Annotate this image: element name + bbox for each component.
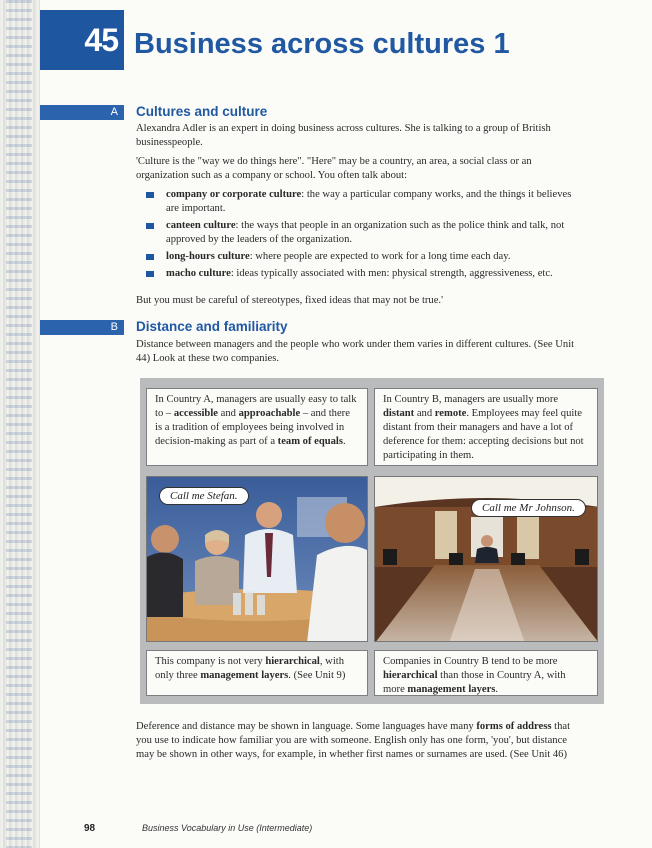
bullet-square-icon bbox=[146, 223, 154, 229]
section-a-quote: 'Culture is the "way we do things here". "Here" may be a country, an area, a social class or an organization such as a company or school. You often talk about: bbox=[136, 156, 532, 181]
section-a-closing: But you must be careful of stereotypes, fixed ideas that may not be true.' bbox=[136, 295, 443, 306]
section-b-bar bbox=[40, 320, 124, 335]
book-spine-edge bbox=[0, 0, 40, 848]
section-a-letter: A bbox=[110, 106, 118, 118]
book-title-footer: Business Vocabulary in Use (Intermediate) bbox=[142, 823, 313, 833]
section-a-bar bbox=[40, 105, 124, 120]
country-a-description: In Country A, managers are usually easy to talk to – accessible and approachable – and there is a tradition of employees being involved in decision-making as part of a team of equals. bbox=[146, 388, 368, 466]
section-b-letter: B bbox=[110, 321, 118, 333]
country-a-hierarchy-note: This company is not very hierarchical, with only three management layers. (See Unit 9) bbox=[146, 650, 368, 696]
bullet-square-icon bbox=[146, 271, 154, 277]
section-b-closing: Deference and distance may be shown in language. Some languages have many forms of address that you use to indicate how familiar you are with someone. English only has one form, 'you', but distance may be shown in other ways, for example, in whether first names or surnames are used. (See Unit 46) bbox=[136, 721, 571, 760]
culture-bullet-list bbox=[136, 188, 584, 284]
section-a-intro: Alexandra Adler is an expert in doing business across cultures. She is talking to a group of British businesspeople. bbox=[136, 123, 551, 148]
photo-country-b-boardroom bbox=[374, 476, 598, 642]
unit-title: Business across cultures 1 bbox=[134, 28, 510, 60]
section-a-title: Cultures and culture bbox=[136, 104, 268, 119]
photo-country-a-meeting bbox=[146, 476, 368, 642]
speech-bubble-country-a: Call me Stefan. bbox=[159, 487, 249, 505]
bullet-company-culture: company or corporate culture: the way a particular company works, and the things it believes are important. bbox=[136, 188, 584, 216]
section-b-intro: Distance between managers and the people who work under them varies in different cultures. (See Unit 44) Look at these two companies. bbox=[136, 339, 575, 364]
bullet-square-icon bbox=[146, 254, 154, 260]
section-b-title: Distance and familiarity bbox=[136, 319, 288, 334]
unit-number: 45 bbox=[84, 22, 118, 58]
country-b-hierarchy-note: Companies in Country B tend to be more hierarchical than those in Country A, with more management layers. bbox=[374, 650, 598, 696]
bullet-square-icon bbox=[146, 192, 154, 198]
country-b-description: In Country B, managers are usually more distant and remote. Employees may feel quite distant from their managers and have a lot of deference for them: accepting decisions but not participating in them. bbox=[374, 388, 598, 466]
bullet-canteen-culture: canteen culture: the ways that people in an organization such as the police think and talk, not approved by the leaders of the organization. bbox=[136, 219, 584, 247]
bullet-long-hours-culture: long-hours culture: where people are expected to work for a long time each day. bbox=[136, 250, 584, 264]
bullet-macho-culture: macho culture: ideas typically associated with men: physical strength, aggressiveness, etc. bbox=[136, 267, 584, 281]
speech-bubble-country-b: Call me Mr Johnson. bbox=[471, 499, 586, 517]
page-number: 98 bbox=[84, 823, 96, 834]
